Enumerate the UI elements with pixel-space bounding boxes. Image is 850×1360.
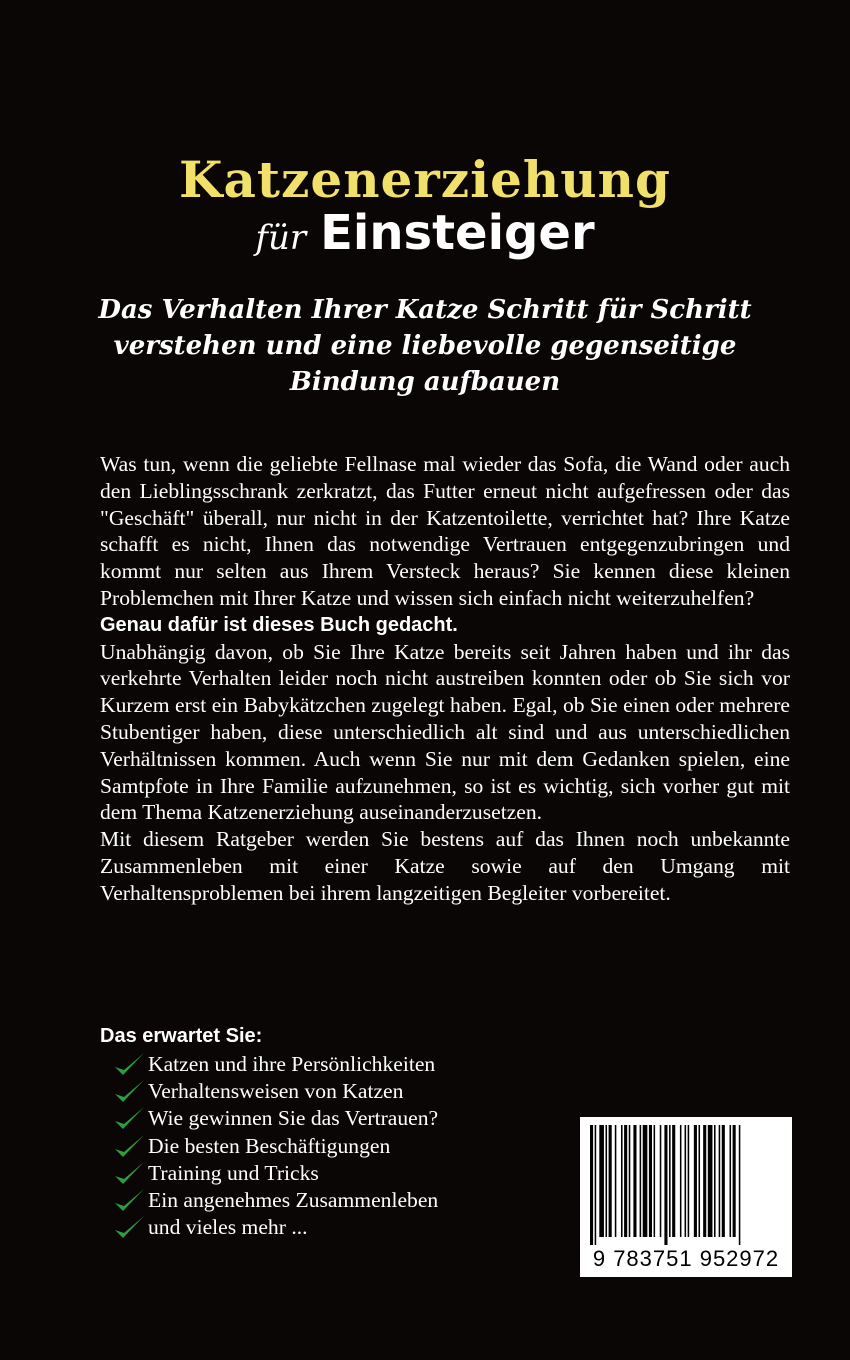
barcode-bar	[739, 1125, 741, 1245]
list-item: Die besten Beschäftigungen	[112, 1133, 438, 1160]
barcode-bar	[615, 1125, 617, 1237]
barcode-bar	[699, 1125, 701, 1237]
checkmark-icon	[112, 1187, 148, 1214]
tagline: Das Verhalten Ihrer Katze Schritt für Schritt verstehen und eine liebevolle gegenseitige Bindung aufbauen	[98, 295, 752, 397]
barcode-bar	[633, 1125, 636, 1237]
list-item: Wie gewinnen Sie das Vertrauen?	[112, 1105, 438, 1132]
checkmark-icon	[112, 1214, 148, 1241]
barcode-bar	[606, 1125, 608, 1237]
book-title: Katzenerziehung	[179, 150, 671, 209]
list-item: Training und Tricks	[112, 1160, 438, 1187]
barcode-bar	[688, 1125, 690, 1237]
barcode-bar	[680, 1125, 682, 1237]
barcode-icon	[590, 1125, 782, 1245]
barcode-bar	[733, 1125, 736, 1237]
barcode-bar	[621, 1125, 623, 1237]
barcode-bar	[714, 1125, 716, 1237]
barcode-bar	[669, 1125, 671, 1237]
checkmark-icon	[112, 1160, 148, 1187]
list-item: und vieles mehr ...	[112, 1214, 438, 1241]
barcode-bar	[643, 1125, 648, 1237]
subtitle-fuer: für	[255, 218, 307, 258]
barcode-bar	[599, 1125, 604, 1237]
barcode-bar	[660, 1125, 662, 1237]
barcode-bar	[629, 1125, 631, 1237]
barcode-bar	[703, 1125, 706, 1237]
blurb-paragraph-3: Mit diesem Ratgeber werden Sie bestens auf das Ihnen noch unbekannte Zusammenleben mit einer Katze sowie auf den Umgang mit Verhaltensproblemen bei ihrem langzeitigen Begleiter vorbereitet.	[100, 827, 790, 905]
book-subtitle	[0, 205, 850, 261]
list-item: Ein angenehmes Zusammenleben	[112, 1187, 438, 1214]
blurb-highlight: Genau dafür ist dieses Buch gedacht.	[100, 613, 458, 636]
checkmark-icon	[112, 1078, 148, 1105]
barcode-bar	[719, 1125, 721, 1237]
isbn-number: 9 783751 952972	[592, 1246, 780, 1271]
blurb	[100, 451, 790, 907]
barcode-bar	[654, 1125, 656, 1237]
list-item: Katzen und ihre Persönlichkeiten	[112, 1051, 438, 1078]
barcode-bar	[685, 1125, 687, 1237]
barcode-bar	[730, 1125, 732, 1237]
barcode-bar	[609, 1125, 612, 1237]
blurb-paragraph-2: Unabhängig davon, ob Sie Ihre Katze bereits seit Jahren haben und ihr das verkehrte Verhalten leider noch nicht austreiben konnten oder ob Sie sich vor Kurzem erst ein Babykätzchen zugelegt haben. Egal, ob Sie einen oder mehrere Stubentiger haben, diese unterschiedlich alt sind und aus unterschiedlichen Verhältnissen kommen. Auch wenn Sie nur mit dem Gedanken spielen, eine Samtpfote in Ihre Familie aufzunehmen, so ist es wichtig, sich vorher gut mit dem Thema Katzenerziehung auseinanderzusetzen.	[100, 639, 790, 825]
barcode-bar	[640, 1125, 642, 1237]
isbn-barcode	[580, 1117, 792, 1277]
barcode-bar	[672, 1125, 675, 1237]
barcode-bar	[694, 1125, 697, 1237]
barcode-bar	[649, 1125, 652, 1237]
barcode-bar	[590, 1125, 593, 1245]
subtitle-einsteiger: Einsteiger	[320, 205, 595, 261]
expect-list	[112, 1051, 438, 1241]
barcode-bar	[708, 1125, 713, 1237]
checkmark-icon	[112, 1105, 148, 1132]
barcode-bar	[624, 1125, 627, 1237]
blurb-paragraph-1: Was tun, wenn die geliebte Fellnase mal wieder das Sofa, die Wand oder auch den Lieblingsschrank zerkratzt, das Futter erneut nicht aufgefressen oder das "Geschäft" überall, nur nicht in der Katzentoilette, verrichtet hat? Ihre Katze schafft es nicht, Ihnen das notwendige Vertrauen entgegenzubringen und kommt nur selten aus Ihrem Versteck heraus? Sie kennen diese kleinen Problemchen mit Ihrer Katze und wissen sich einfach nicht weiterzuhelfen?	[100, 452, 790, 610]
barcode-bar	[722, 1125, 725, 1237]
list-item: Verhaltensweisen von Katzen	[112, 1078, 438, 1105]
barcode-bar	[664, 1125, 667, 1245]
checkmark-icon	[112, 1133, 148, 1160]
barcode-bar	[595, 1125, 597, 1245]
checkmark-icon	[112, 1051, 148, 1078]
expect-heading: Das erwartet Sie:	[100, 1025, 263, 1047]
